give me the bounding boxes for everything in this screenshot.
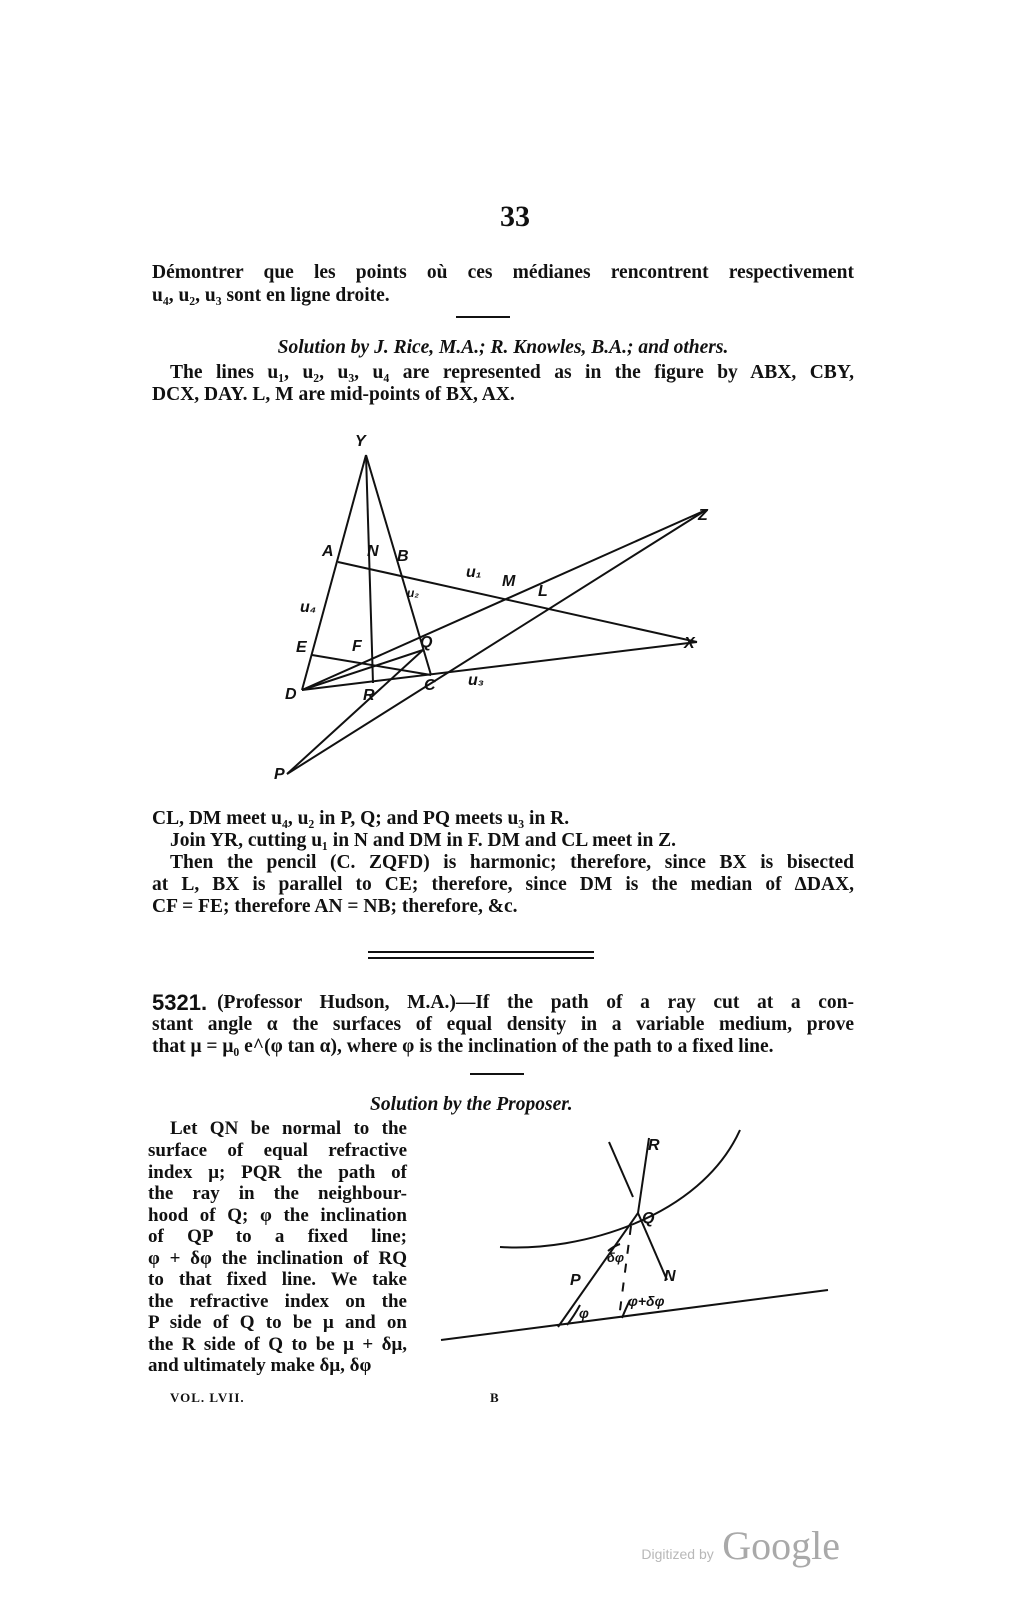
footer-volume: VOL. LVII. [170, 1390, 245, 1405]
digitized-watermark [641, 1522, 840, 1569]
short-rule-2 [470, 1073, 524, 1075]
label-X: X [684, 635, 695, 652]
double-rule-bottom [368, 957, 594, 959]
french-line-1: Démontrer que les points où ces médianes rencontrent respectivement [152, 262, 854, 283]
label-phi: φ [579, 1305, 589, 1321]
figure-1-lines [287, 455, 706, 774]
label-C: C [424, 677, 436, 694]
para3-line-4: the ray in the neighbour- [148, 1183, 407, 1204]
label-Q: Q [420, 634, 433, 651]
problem-line-2: stant angle α the surfaces of equal density in a variable medium, prove [152, 1014, 854, 1035]
problem-line-3: that μ = μ₀ e^(φ tan α), where φ is the inclination of the path to a fixed line. [152, 1036, 774, 1057]
problem-number: 5321. [152, 990, 208, 1015]
label-E: E [296, 639, 307, 656]
label-P: P [274, 766, 285, 783]
label-u1: u₁ [466, 564, 482, 581]
para3-line-9: the refractive index on the [148, 1290, 407, 1312]
para3-line-5: hood of Q; φ the inclination [148, 1204, 407, 1226]
problem-statement [152, 992, 854, 1058]
solution-heading-2: Solution by the Proposer. [370, 1094, 573, 1115]
para3-line-1: Let QN be normal to the [170, 1118, 407, 1139]
label-N2: N [664, 1268, 676, 1285]
label-u2: u₂ [407, 586, 419, 600]
label-delta-phi: δφ [607, 1250, 625, 1265]
para3-line-10: P side of Q to be μ and on [148, 1312, 407, 1333]
label-R2: R [648, 1137, 660, 1154]
label-M: M [502, 573, 516, 590]
para3-line-11: the R side of Q to be μ + δμ, [148, 1333, 407, 1355]
label-P2: P [570, 1272, 581, 1289]
label-phi-plus-dphi: φ+δφ [628, 1293, 665, 1309]
para2-line-4: at L, BX is parallel to CE; therefore, since DM is the median of ΔDAX, [152, 874, 854, 895]
label-R: R [363, 687, 375, 704]
label-D: D [285, 686, 297, 703]
para2-line-1: CL, DM meet u₄, u₂ in P, Q; and PQ meets u₃ in R. [152, 808, 570, 829]
label-Q2: Q [642, 1210, 655, 1227]
label-A: A [322, 543, 334, 560]
label-N: N [367, 543, 379, 560]
label-F: F [352, 638, 362, 655]
para1-line-1: The lines u₁, u₂, u₃, u₄ are represented as in the figure by ABX, CBY, [170, 362, 854, 383]
para3-line-3: index μ; PQR the path of [148, 1161, 407, 1183]
para3-line-8: to that fixed line. We take [148, 1269, 407, 1290]
google-wordmark: Google [722, 1523, 840, 1568]
label-B: B [397, 548, 409, 565]
page-number: 33 [500, 200, 530, 233]
para3-line-7: φ + δφ the inclination of RQ [148, 1247, 407, 1269]
figure-1-labels [274, 433, 709, 783]
para2-line-3: Then the pencil (C. ZQFD) is harmonic; therefore, since BX is bisected [170, 852, 854, 873]
french-line-2: u₄, u₂, u₃ sont en ligne droite. [152, 285, 390, 306]
label-Z: Z [698, 507, 708, 524]
para3-line-2: surface of equal refractive [148, 1140, 407, 1161]
problem-line-1: (Professor Hudson, M.A.)—If the path of a ray cut at a con- [217, 992, 854, 1013]
para2-line-2: Join YR, cutting u₁ in N and DM in F. DM and CL meet in Z. [170, 830, 677, 851]
para3-line-12: and ultimately make δμ, δφ [148, 1355, 372, 1376]
label-L: L [538, 583, 548, 600]
footer-signature: B [490, 1390, 500, 1405]
label-u3: u₃ [468, 672, 484, 689]
solution-heading-1: Solution by J. Rice, M.A.; R. Knowles, B.A.; and others. [277, 337, 729, 358]
label-u4: u₄ [300, 599, 317, 616]
double-rule-top [368, 951, 594, 953]
para3 [170, 1118, 407, 1140]
digitized-by-text: Digitized by [641, 1546, 714, 1562]
para1-line-2: DCX, DAY. L, M are mid-points of BX, AX. [152, 384, 515, 405]
para3-body [148, 1140, 407, 1377]
para2-line-5: CF = FE; therefore AN = NB; therefore, &c. [152, 896, 518, 917]
para3-line-6: of QP to a fixed line; [148, 1226, 407, 1247]
label-Y: Y [355, 433, 366, 450]
